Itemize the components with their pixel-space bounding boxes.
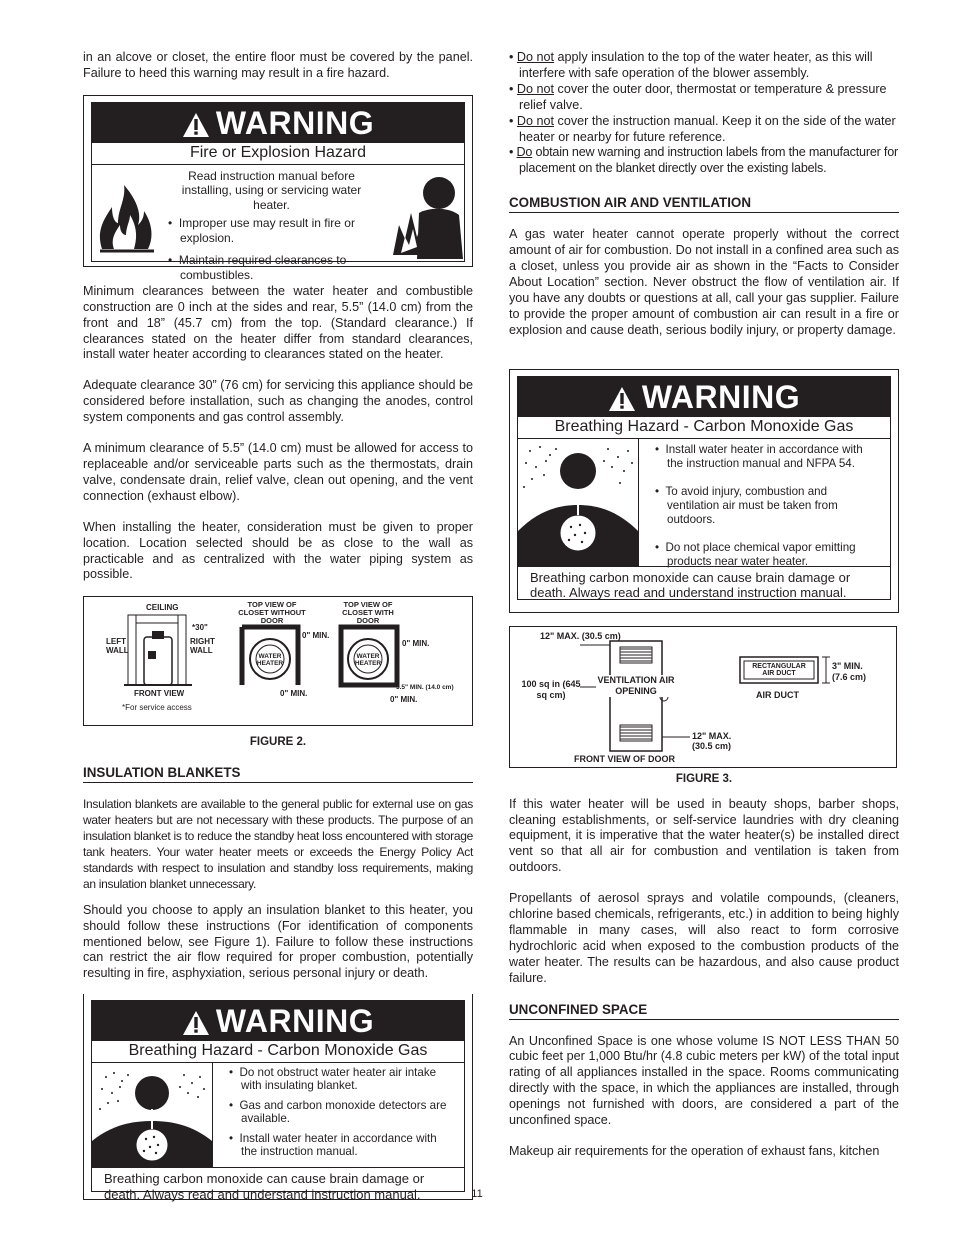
combustion-paragraph: A gas water heater cannot operate properly without the correct amount of air for combustion. Do not install in a confined area such as a closet, unless you provide air as shown in the “Facts to Consider About Location” section. Never obstruct the flow of ventilation air. If you have any doubts or questions at all, call your gas supplier. Failure to provide the proper amount of combustion air can result in a fire or explosion and cause death, serious bodily injury, or property damage.	[509, 227, 899, 337]
warning-footer: Breathing carbon monoxide can cause brain damage or death. Always read and understand instruction manual.	[92, 1167, 464, 1205]
warning-lead: Read instruction manual before installing, using or servicing water heater.	[181, 168, 362, 212]
combustion-co-warning-box	[509, 369, 899, 613]
warning-bullet: • Improper use may result in fire or explosion.	[168, 216, 355, 245]
fire-warning-box	[83, 95, 473, 282]
zero-min-label: 0" MIN.	[390, 695, 418, 705]
top-view-no-door-label: TOP VIEW OF CLOSET WITHOUT DOOR	[238, 600, 306, 626]
insulation-co-warning-box	[83, 994, 473, 1200]
area-label: 100 sq in (645 sq cm)	[521, 678, 581, 700]
warning-bullet: • Maintain required clearances to combustibles.	[168, 253, 347, 282]
blanket-instructions-paragraph: Should you choose to apply an insulation blanket to this heater, you should follow these instructions (For identification of components mentioned below, see Figure 1). Failure to follow these instructions can restrict the air flow required for proper combustion, potentially resulting in fire, asphyxiation, serious personal injury or death.	[83, 902, 473, 981]
figure-3-diagram	[509, 626, 897, 768]
warning-triangle-icon	[608, 386, 636, 412]
beauty-shops-paragraph: If this water heater will be used in beauty shops, barber shops, cleaning establishments, or self-service laundries with dry cleaning equipment, it is imperative that the water heater(s) be installed direct vent so that all air for combustion and ventilation is taken from outdoors.	[509, 796, 899, 875]
list-item: • Do not apply insulation to the top of the water heater, as this will interfere with safe operation of the blower assembly.	[509, 50, 873, 80]
access-clearance-paragraph: A minimum clearance of 5.5” (14.0 cm) must be allowed for access to replaceable and/or serviceable parts such as the thermostats, drain valve, condensate drain, relief valve, clean out opening, and the vent connection (exhaust elbow).	[83, 441, 473, 503]
left-column	[83, 50, 473, 1200]
warning-bullet: • Install water heater in accordance with the instruction manual and NFPA 54.	[655, 442, 863, 470]
breathing-hazard-icon	[92, 1063, 213, 1167]
insulation-paragraph: Insulation blankets are available to the general public for external use on gas water heaters but are not necessary with these products. The purpose of an insulation blanket is to reduce the standby heat loss encountered with storage tank heaters. Your water heater meets or exceeds the Energy Policy Act standards with respect to insulation and standby loss requirements, making an insulation blanket unnecessary.	[83, 797, 473, 891]
rectangular-duct-label: RECTANGULAR AIR DUCT	[752, 662, 806, 678]
top-view-door-label: TOP VIEW OF CLOSET WITH DOOR	[342, 600, 394, 626]
service-clearance-paragraph: Adequate clearance 30” (76 cm) for servicing this appliance should be considered before installation, such as changing the anodes, control system components and gas control assembly.	[83, 378, 473, 425]
warning-triangle-icon	[182, 1010, 210, 1036]
warning-subtitle: Fire or Explosion Hazard	[92, 143, 464, 165]
figure-2-caption: FIGURE 2.	[249, 736, 307, 749]
warning-triangle-icon	[182, 112, 210, 138]
right-column	[509, 50, 899, 1160]
five-inch-min-label: 5.5" MIN. (14.0 cm)	[396, 684, 454, 692]
right-wall-label: RIGHT WALL	[190, 637, 215, 656]
thirty-inch-label: *30"	[192, 623, 208, 633]
unconfined-heading: UNCONFINED SPACE	[509, 1002, 899, 1020]
ceiling-label: CEILING	[146, 603, 179, 613]
warning-bullet: • To avoid injury, combustion and ventilation air must be taken from outdoors.	[655, 484, 838, 526]
water-heater-label: WATER HEATER	[354, 653, 382, 668]
warning-bullet: • Do not obstruct water heater air intake with insulating blanket.	[229, 1066, 437, 1092]
location-paragraph: When installing the heater, consideration must be given to proper location. Location selected should be as close to the wall as practicable and as centralized with the water piping system as possible.	[83, 519, 473, 582]
top-max-label: 12" MAX. (30.5 cm)	[540, 630, 621, 641]
breathing-hazard-icon	[518, 439, 639, 566]
air-duct-label: AIR DUCT	[756, 689, 799, 700]
warning-banner: WARNING	[92, 1001, 464, 1041]
clearance-paragraph: Minimum clearances between the water heater and combustible construction are 0 inch at the sides and rear, 5.5” (14.0 cm) from the front and 18” (45.7 cm) from the top. (Standard clearance.) If clearances stated on the heater differ from standard clearances, install water heater according to clearances stated on the heater.	[83, 283, 473, 362]
combustion-heading: COMBUSTION AIR AND VENTILATION	[509, 195, 899, 213]
propellants-paragraph: Propellants of aerosol sprays and volatile compounds, (cleaners, chlorine based chemicals, refrigerants, etc.) in addition to being highly flammable in many cases, will also react to form corrosive hydrochloric acid when exposed to the combustion products of the water heater. The results can be hazardous, and also cause product failure.	[509, 891, 899, 985]
list-item: • Do not cover the instruction manual. Keep it on the side of the water heater or nearby for future reference.	[509, 113, 896, 144]
warning-bullet: • Gas and carbon monoxide detectors are available.	[229, 1099, 447, 1125]
list-item: • Do not cover the outer door, thermostat or temperature & pressure relief valve.	[509, 81, 887, 112]
zero-min-label: 0" MIN.	[402, 639, 430, 649]
zero-min-label: 0" MIN.	[302, 631, 330, 641]
blanket-rules-list	[509, 50, 899, 177]
unconfined-paragraph: An Unconfined Space is one whose volume IS NOT LESS THAN 50 cubic feet per 1,000 Btu/hr (4.8 cubic meters per kW) of the total input rating of all appliances installed in the space. Rooms communicating directly with the space, in which the appliances are installed, through openings not furnished with doors, are considered a part of the unconfined space.	[509, 1033, 899, 1128]
list-item: • Do obtain new warning and instruction labels from the manufacturer for placement on the blanket directly over the existing labels.	[509, 145, 899, 176]
service-note: *For service access	[122, 703, 192, 713]
insulation-heading: INSULATION BLANKETS	[83, 765, 473, 783]
warning-bullet: • Install water heater in accordance with the instruction manual.	[229, 1132, 437, 1158]
water-heater-label: WATER HEATER	[256, 653, 284, 668]
page-number: 11	[471, 1188, 483, 1200]
explosion-icon	[389, 165, 464, 259]
figure-2-diagram	[83, 596, 473, 726]
intro-paragraph: in an alcove or closet, the entire floor must be covered by the panel. Failure to heed this warning may result in a fire hazard.	[83, 50, 473, 80]
front-view-label: FRONT VIEW	[134, 689, 185, 699]
warning-banner: WARNING	[518, 377, 890, 417]
warning-subtitle: Breathing Hazard - Carbon Monoxide Gas	[518, 417, 890, 439]
warning-subtitle: Breathing Hazard - Carbon Monoxide Gas	[92, 1041, 464, 1063]
ventilation-label: VENTILATION AIR OPENING	[597, 674, 675, 696]
makeup-air-paragraph: Makeup air requirements for the operation of exhaust fans, kitchen	[509, 1144, 880, 1158]
warning-banner: WARNING	[92, 103, 464, 143]
warning-bullet: • Do not place chemical vapor emitting products near water heater.	[655, 540, 856, 568]
left-wall-label: LEFT WALL	[106, 637, 129, 656]
three-inch-min-label: 3" MIN. (7.6 cm)	[832, 660, 867, 682]
zero-min-label: 0" MIN.	[280, 689, 308, 699]
warning-footer: Breathing carbon monoxide can cause brain damage or death. Always read and understand instruction manual.	[518, 566, 890, 604]
front-door-label: FRONT VIEW OF DOOR	[574, 753, 675, 764]
figure-3-caption: FIGURE 3.	[675, 772, 733, 785]
bottom-max-label: 12" MAX. (30.5 cm)	[692, 730, 732, 751]
fire-icon	[92, 165, 162, 259]
